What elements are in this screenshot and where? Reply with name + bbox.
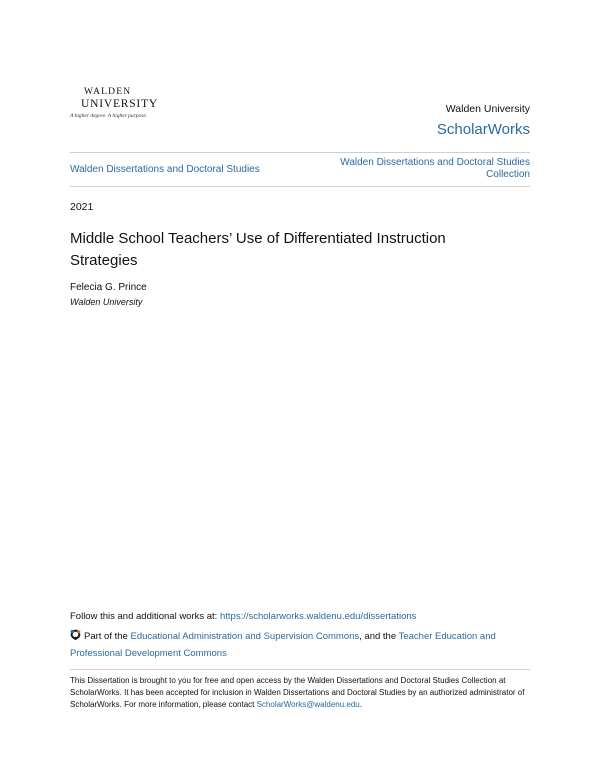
logo-tagline: A higher degree. A higher purpose.	[70, 113, 148, 119]
walden-logo	[70, 88, 180, 119]
commons-link-educational-administration[interactable]: Educational Administration and Supervision Commons	[130, 631, 360, 642]
contact-email-link[interactable]: ScholarWorks@waldenu.edu	[256, 700, 360, 709]
logo-line-walden: WALDEN	[84, 87, 132, 97]
collection-link-left[interactable]: Walden Dissertations and Doctoral Studies	[70, 164, 260, 175]
part-of-prefix: Part of the	[84, 631, 131, 642]
disclaimer-end: .	[359, 700, 362, 709]
commons-link-teacher-education[interactable]: Teacher Education and Professional Development Commons	[70, 631, 496, 659]
dissertation-title: Middle School Teachers’ Use of Differentiated Instruction Strategies	[70, 230, 446, 269]
bottom-divider	[70, 186, 530, 187]
part-of-joiner: , and the	[359, 631, 399, 642]
author-affiliation: Walden University	[70, 297, 143, 307]
collection-link-right[interactable]: Walden Dissertations and Doctoral Studies Collection	[340, 157, 530, 180]
disclaimer	[70, 675, 530, 711]
part-of-line	[70, 628, 530, 662]
footer-divider	[70, 669, 530, 670]
publication-year: 2021	[70, 201, 94, 213]
author-name: Felecia G. Prince	[70, 282, 147, 293]
follow-line	[70, 611, 416, 622]
follow-prefix: Follow this and additional works at:	[70, 611, 220, 622]
dissertations-url-link[interactable]: https://scholarworks.waldenu.edu/dissertations	[219, 611, 417, 622]
network-icon	[70, 629, 81, 640]
logo-line-university: UNIVERSITY	[81, 97, 158, 110]
institution-name: Walden University	[445, 103, 530, 115]
disclaimer-text: This Dissertation is brought to you for free and open access by the Walden Dissertations and Doctoral Studies Collection at ScholarWorks. It has been accepted for inclusion in Walden Dissertations and Doctoral Studies by an authorized administrator of ScholarWorks. For more information, please contact	[70, 676, 525, 709]
top-divider	[70, 152, 530, 153]
scholarworks-brand-link[interactable]: ScholarWorks	[436, 121, 530, 138]
